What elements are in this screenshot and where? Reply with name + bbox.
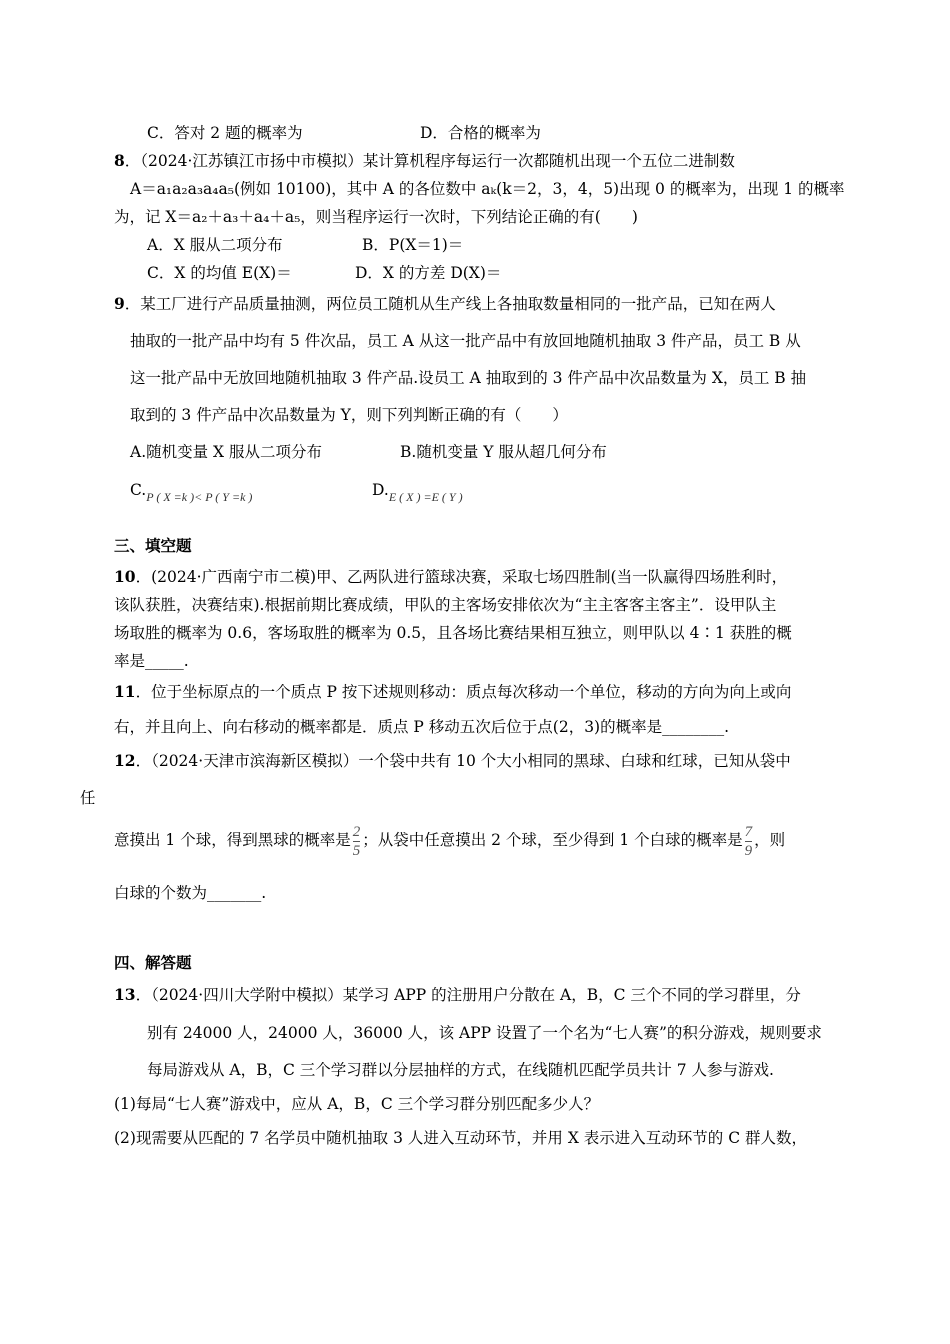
q8-line1: 8．（2024·江苏镇江市扬中市模拟）某计算机程序每运行一次都随机出现一个五位二进制数 <box>114 151 735 170</box>
q9-line2: 抽取的一批产品中均有 5 件次品，员工 A 从这一批产品中有放回地随机抽取 3 件产品，员工 B 从 <box>130 332 801 350</box>
q9-number: 9 <box>114 294 125 313</box>
q11-line2: 右，并且向上、向右移动的概率都是．质点 P 移动五次后位于点(2，3)的概率是________. <box>114 718 730 736</box>
q10-line2: 该队获胜，决赛结束).根据前期比赛成绩，甲队的主客场安排依次为“主主客客主客主”．设甲队主 <box>114 596 777 614</box>
q10-number: 10 <box>114 567 136 586</box>
q10-line4: 率是_____. <box>114 652 189 670</box>
q7-option-d: D．合格的概率为 <box>420 124 541 142</box>
q9-line4: 取到的 3 件产品中次品数量为 Y，则下列判断正确的有（ ） <box>130 406 568 424</box>
q12-line3: 意摸出 1 个球，得到黑球的概率是 $\frac{2}{5}$ ；从袋中任意摸出 2 个球，至少得到 1 个白球的概率是 $\frac{7}{9}$ ，则 <box>114 823 786 859</box>
q9-line3: 这一批产品中无放回地随机抽取 3 件产品.设员工 A 抽取到的 3 件产品中次品数量为 X，员工 B 抽 <box>130 369 807 387</box>
q13-line3: 每局游戏从 A，B，C 三个学习群以分层抽样的方式，在线随机匹配学员共计 7 人参与游戏. <box>147 1061 774 1079</box>
q10-line3: 场取胜的概率为 0.6，客场取胜的概率为 0.5，且各场比赛结果相互独立，则甲队以 4∶1 获胜的概 <box>114 624 792 642</box>
q12-number: 12 <box>114 751 136 770</box>
q12-line1: 12．（2024·天津市滨海新区模拟）一个袋中共有 10 个大小相同的黑球、白球和红球，已知从袋中 <box>114 751 791 770</box>
q10-line1: 10．(2024·广西南宁市二模)甲、乙两队进行篮球决赛，采取七场四胜制(当一队赢得四场胜利时， <box>114 567 788 586</box>
q8-number: 8 <box>114 151 125 170</box>
q8-option-c: C．X 的均值 E(X)＝ <box>147 264 292 282</box>
q12-fraction-white: $\frac{7}{9}$ <box>744 823 753 859</box>
q8-line3: 为，记 X＝a₂＋a₃＋a₄＋a₅，则当程序运行一次时，下列结论正确的有( ) <box>114 208 638 226</box>
q9-option-d-formula: E ( X ) =E ( Y ) <box>388 490 463 504</box>
q9-option-a: A.随机变量 X 服从二项分布 <box>130 443 323 461</box>
q7-option-c: C．答对 2 题的概率为 <box>147 124 303 142</box>
q13-part1: (1)每局“七人赛”游戏中，应从 A，B，C 三个学习群分别匹配多少人？ <box>114 1095 600 1113</box>
q9-option-d: $D._{E ( X ) =E ( Y )}$ <box>372 481 463 504</box>
section-fill-in-title: 三、填空题 <box>114 536 192 555</box>
q9-option-c-formula: P ( X =k )< P ( Y =k ) <box>146 490 253 504</box>
q8-option-a: A．X 服从二项分布 <box>147 236 283 254</box>
q12-line4: 白球的个数为_______. <box>114 884 267 902</box>
q11-number: 11 <box>114 682 136 701</box>
q12-fraction-black: $\frac{2}{5}$ <box>352 823 361 859</box>
q9-line1: 9．某工厂进行产品质量抽测，两位员工随机从生产线上各抽取数量相同的一批产品，已知在两人 <box>114 294 776 313</box>
q8-option-b: B．P(X＝1)＝ <box>362 236 464 254</box>
q12-line2: 任 <box>80 789 96 807</box>
section-answer-title: 四、解答题 <box>114 953 192 972</box>
q13-part2: (2)现需要从匹配的 7 名学员中随机抽取 3 人进入互动环节，并用 X 表示进入互动环节的 C 群人数， <box>114 1129 807 1147</box>
q13-number: 13 <box>114 985 136 1004</box>
q13-line2: 别有 24000 人，24000 人，36000 人，该 APP 设置了一个名为“七人赛”的积分游戏，规则要求 <box>147 1024 822 1042</box>
q8-line2: A＝a₁a₂a₃a₄a₅(例如 10100)，其中 A 的各位数中 aₖ(k＝2，3，4，5)出现 0 的概率为，出现 1 的概率 <box>130 180 845 198</box>
q11-line1: 11．位于坐标原点的一个质点 P 按下述规则移动：质点每次移动一个单位，移动的方向为向上或向 <box>114 682 792 701</box>
q8-option-d: D．X 的方差 D(X)＝ <box>355 264 502 282</box>
q13-line1: 13．（2024·四川大学附中模拟）某学习 APP 的注册用户分散在 A，B，C 三个不同的学习群里，分 <box>114 985 801 1004</box>
q9-option-b: B.随机变量 Y 服从超几何分布 <box>400 443 607 461</box>
q9-option-c: $C._{P ( X =k )< P ( Y =k )}$ <box>130 481 253 504</box>
